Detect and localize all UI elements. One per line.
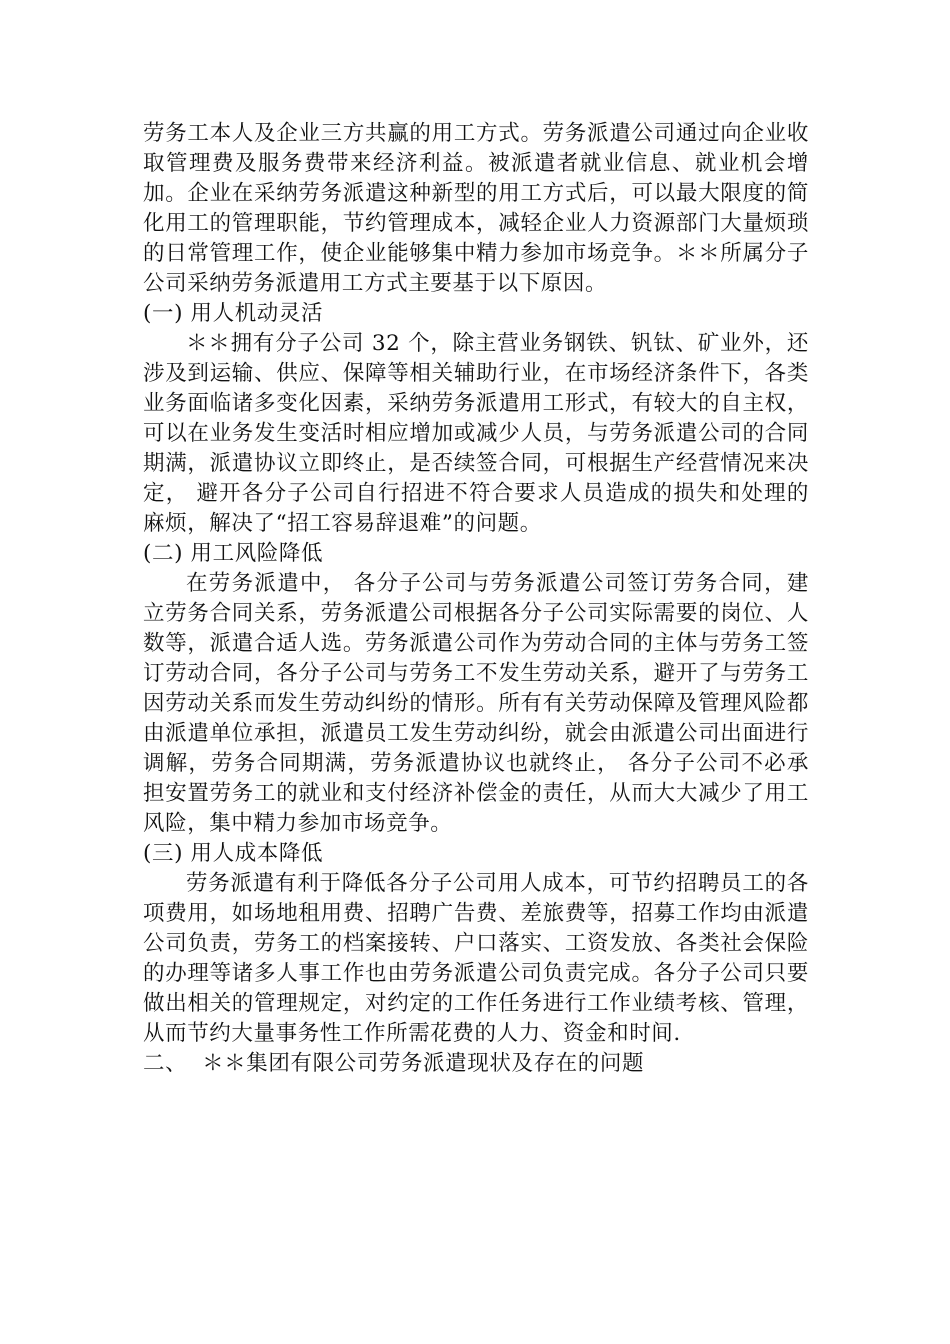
subheading-risk-reduction: (二) 用工风险降低 [143,541,324,566]
document-body [143,119,809,1079]
intro-paragraph: 劳务工本人及企业三方共赢的用工方式。劳务派遣公司通过向企业收取管理费及服务费带来经济利益。被派遣者就业信息、就业机会增加。企业在采纳劳务派遣这种新型的用工方式后，可以最大限度的简化用工的管理职能，节约管理成本，减轻企业人力资源部门大量烦琐的日常管理工作，使企业能够集中精力参加市场竞争。＊＊所属分子公司采纳劳务派遣用工方式主要基于以下原因。 [143,121,809,296]
subheading-cost-reduction: (三) 用人成本降低 [143,841,324,866]
subheading-flexible-staffing: (一) 用人机动灵活 [143,301,324,326]
paragraph-cost-reduction: 劳务派遣有利于降低各分子公司用人成本，可节约招聘员工的各项费用，如场地租用费、招聘广告费、差旅费等，招募工作均由派遣公司负责，劳务工的档案接转、户口落实、工资发放、各类社会保险的办理等诸多人事工作也由劳务派遣公司负责完成。各分子公司只要做出相关的管理规定，对约定的工作任务进行工作业绩考核、管理，从而节约大量事务性工作所需花费的人力、资金和时间. [143,871,809,1046]
paragraph-risk-reduction: 在劳务派遣中， 各分子公司与劳务派遣公司签订劳务合同，建立劳务合同关系，劳务派遣公司根据各分子公司实际需要的岗位、人数等，派遣合适人选。劳务派遣公司作为劳动合同的主体与劳务工签订劳动合同，各分子公司与劳务工不发生劳动关系，避开了与劳务工因劳动关系而发生劳动纠纷的情形。所有有关劳动保障及管理风险都由派遣单位承担，派遣员工发生劳动纠纷，就会由派遣公司出面进行调解，劳务合同期满，劳务派遣协议也就终止， 各分子公司不必承担安置劳务工的就业和支付经济补偿金的责任，从而大大减少了用工风险，集中精力参加市场竞争。 [143,571,809,836]
paragraph-flexible-staffing: ＊＊拥有分子公司 32 个，除主营业务钢铁、钒钛、矿业外，还涉及到运输、供应、保障等相关辅助行业，在市场经济条件下，各类业务面临诸多变化因素，采纳劳务派遣用工形式，有较大的自主权，可以在业务发生变活时相应增加或减少人员，与劳务派遣公司的合同期满，派遣协议立即终止，是否续签合同，可根据生产经营情况来决定， 避开各分子公司自行招进不符合要求人员造成的损失和处理的麻烦，解决了“招工容易辞退难”的问题。 [143,331,809,536]
section-heading-current-status: 二、 ＊＊集团有限公司劳务派遣现状及存在的问题 [143,1051,645,1076]
